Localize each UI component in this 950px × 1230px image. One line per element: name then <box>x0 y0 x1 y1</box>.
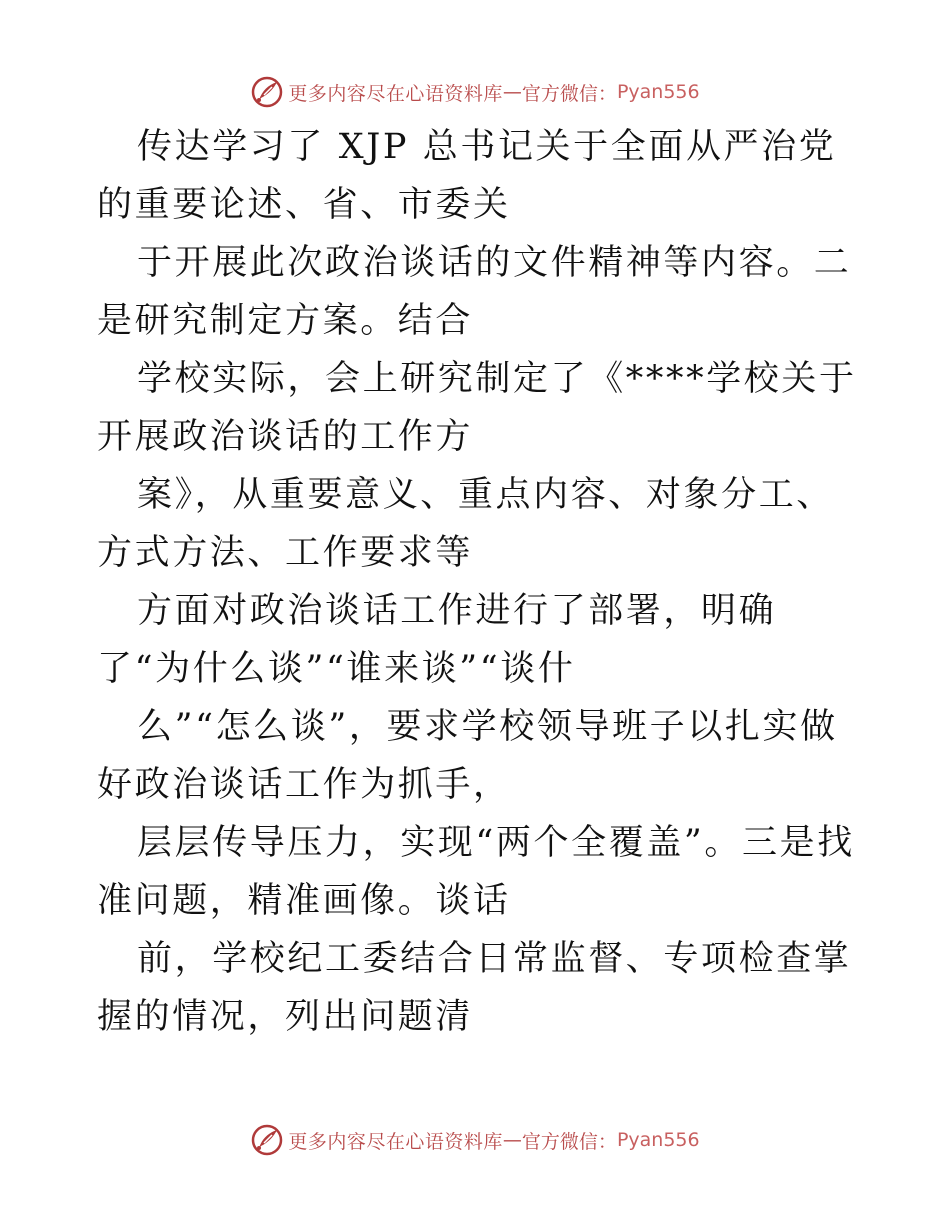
paragraph: 前，学校纪工委结合日常监督、专项检查掌握的情况，列出问题清 <box>97 939 852 1037</box>
paragraph: 么”“怎么谈”，要求学校领导班子以扎实做好政治谈话工作为抓手， <box>97 707 838 805</box>
brand-logo-icon <box>250 1123 284 1157</box>
paragraph: 层层传导压力，实现“两个全覆盖”。三是找准问题，精准画像。谈话 <box>97 823 855 921</box>
paragraph: 案》，从重要意义、重点内容、对象分工、方式方法、工作要求等 <box>97 475 834 573</box>
header-wechat-id: Pyan556 <box>616 81 700 103</box>
header-site-text: 更多内容尽在心语资料库 <box>288 82 503 105</box>
paragraph: 学校实际，会上研究制定了《****学校关于开展政治谈话的工作方 <box>97 359 857 457</box>
footer-separator: — <box>502 1129 522 1151</box>
footer-site-text: 更多内容尽在心语资料库 <box>288 1130 503 1153</box>
header-banner <box>0 72 950 112</box>
header-wechat-label: 官方微信： <box>521 82 617 105</box>
brand-logo-icon <box>250 75 284 109</box>
footer-banner <box>0 1120 950 1160</box>
paragraph: 于开展此次政治谈话的文件精神等内容。二是研究制定方案。结合 <box>97 243 852 341</box>
header-separator: — <box>502 81 522 103</box>
document-body <box>97 118 857 1046</box>
paragraph: 方面对政治谈话工作进行了部署，明确了“为什么谈”“谁来谈”“谈什 <box>97 591 777 689</box>
footer-wechat-id: Pyan556 <box>616 1129 700 1151</box>
paragraph: 传达学习了 XJP 总书记关于全面从严治党的重要论述、省、市委关 <box>97 127 837 225</box>
footer-wechat-label: 官方微信： <box>521 1130 617 1153</box>
